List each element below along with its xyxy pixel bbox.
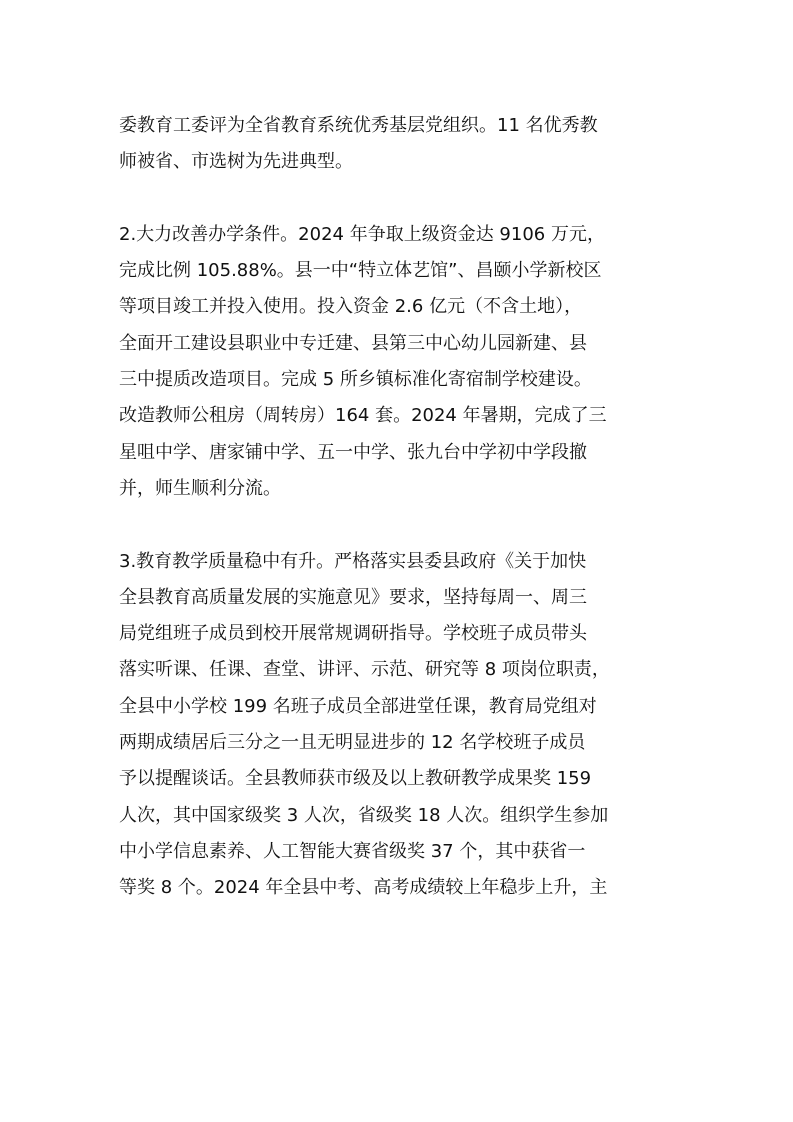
text-line: 星咀中学、唐家铺中学、五一中学、张九台中学初中学段撤 [119, 441, 587, 463]
text-line: 委教育工委评为全省教育系统优秀基层党组织。11 名优秀教 [119, 115, 598, 136]
text-line: 并，师生顺利分流。 [119, 477, 281, 499]
text-line: 完成比例 105.88%。县一中“特立体艺馆”、昌颐小学新校区 [119, 260, 602, 282]
text-line: 三中提质改造项目。完成 5 所乡镇标准化寄宿制学校建设。 [119, 369, 592, 391]
text-line: 两期成绩居后三分之一且无明显进步的 12 名学校班子成员 [119, 732, 586, 754]
text-line: 落实听课、任课、查堂、讲评、示范、研究等 8 项岗位职责， [119, 659, 610, 681]
text-line: 局党组班子成员到校开展常规调研指导。学校班子成员带头 [119, 623, 587, 645]
paragraph-3 [119, 544, 679, 907]
text-line: 改造教师公租房（周转房）164 套。2024 年暑期，完成了三 [119, 405, 607, 427]
text-line: 全县中小学校 199 名班子成员全部进堂任课，教育局党组对 [119, 695, 597, 717]
text-line: 全县教育高质量发展的实施意见》要求，坚持每周一、周三 [119, 586, 587, 608]
paragraph-gap [119, 507, 679, 543]
paragraph-2 [119, 217, 679, 507]
text-line: 2.大力改善办学条件。2024 年争取上级资金达 9106 万元， [119, 223, 605, 245]
text-line: 予以提醒谈话。全县教师获市级及以上教研教学成果奖 159 [119, 768, 592, 790]
text-line: 3.教育教学质量稳中有升。严格落实县委县政府《关于加快 [119, 550, 587, 572]
text-line: 全面开工建设县职业中专迁建、县第三中心幼儿园新建、县 [119, 332, 587, 354]
text-line: 等奖 8 个。2024 年全县中考、高考成绩较上年稳步上升，主 [119, 877, 608, 899]
document-body [119, 108, 679, 907]
text-line: 等项目竣工并投入使用。投入资金 2.6 亿元（不含土地）， [119, 296, 583, 318]
paragraph-gap [119, 181, 679, 217]
paragraph-1 [119, 108, 679, 181]
text-line: 师被省、市选树为先进典型。 [119, 151, 353, 173]
text-line: 人次，其中国家级奖 3 人次，省级奖 18 人次。组织学生参加 [119, 804, 609, 826]
text-line: 中小学信息素养、人工智能大赛省级奖 37 个，其中获省一 [119, 840, 586, 862]
